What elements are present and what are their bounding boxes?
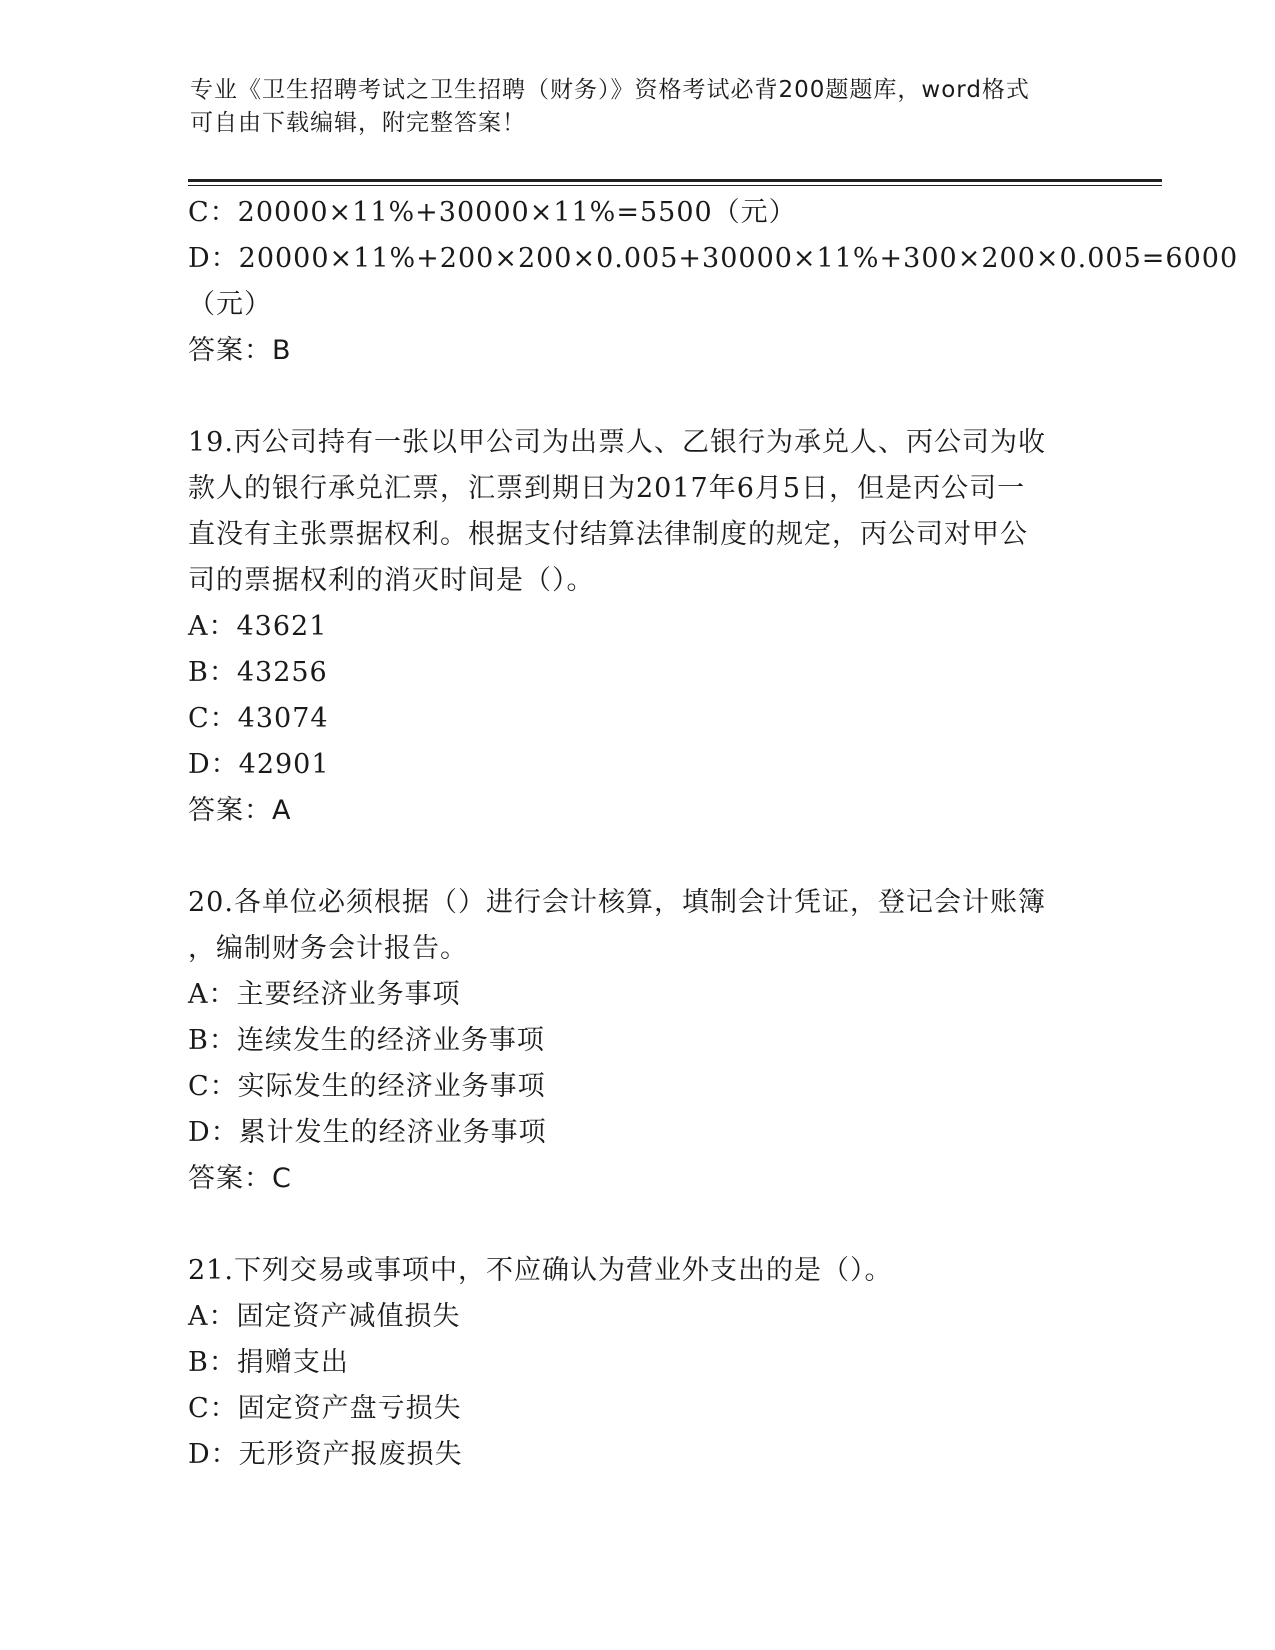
header-divider-thick bbox=[188, 179, 1162, 182]
question-stem: 20.各单位必须根据（）进行会计核算，填制会计凭证，登记会计账簿 bbox=[188, 887, 1046, 918]
option-b: B：捐赠支出 bbox=[188, 1347, 349, 1378]
option-a: A：43621 bbox=[188, 611, 328, 642]
document-header bbox=[190, 74, 1070, 140]
option-b: B：43256 bbox=[188, 657, 328, 688]
question-stem: 21.下列交易或事项中，不应确认为营业外支出的是（）。 bbox=[188, 1255, 893, 1286]
question-21 bbox=[188, 1248, 1088, 1478]
option-c: C：固定资产盘亏损失 bbox=[188, 1393, 462, 1424]
question-stem: 司的票据权利的消灭时间是（）。 bbox=[188, 565, 595, 596]
header-title-line-1: 专业《卫生招聘考试之卫生招聘（财务）》资格考试必背200题题库，word格式 bbox=[190, 77, 1030, 103]
option-d-continued: （元） bbox=[188, 289, 272, 320]
option-b: B：连续发生的经济业务事项 bbox=[188, 1025, 545, 1056]
spacer bbox=[188, 1202, 1088, 1248]
spacer bbox=[188, 374, 1088, 420]
option-d: D：无形资产报废损失 bbox=[188, 1439, 463, 1470]
spacer bbox=[188, 834, 1088, 880]
option-c: C：20000×11%+30000×11%=5500（元） bbox=[188, 197, 797, 228]
option-a: A：主要经济业务事项 bbox=[188, 979, 461, 1010]
question-stem: 款人的银行承兑汇票，汇票到期日为2017年6月5日，但是丙公司一 bbox=[188, 473, 1026, 504]
answer: 答案：A bbox=[188, 795, 292, 826]
option-d: D：20000×11%+200×200×0.005+30000×11%+300×200×0.005=6000 bbox=[188, 243, 1239, 274]
question-stem: ，编制财务会计报告。 bbox=[188, 933, 468, 964]
option-c: C：43074 bbox=[188, 703, 329, 734]
option-c: C：实际发生的经济业务事项 bbox=[188, 1071, 546, 1102]
question-list bbox=[188, 190, 1239, 1478]
question-stem: 19.丙公司持有一张以甲公司为出票人、乙银行为承兑人、丙公司为收 bbox=[188, 427, 1046, 458]
header-title-line-2: 可自由下载编辑，附完整答案！ bbox=[190, 110, 526, 136]
option-d: D：累计发生的经济业务事项 bbox=[188, 1117, 547, 1148]
answer: 答案：C bbox=[188, 1163, 292, 1194]
question-20 bbox=[188, 880, 1088, 1202]
question-stem: 直没有主张票据权利。根据支付结算法律制度的规定，丙公司对甲公 bbox=[188, 519, 1028, 550]
question-18-tail bbox=[188, 190, 1239, 374]
answer: 答案：B bbox=[188, 335, 292, 366]
option-a: A：固定资产减值损失 bbox=[188, 1301, 461, 1332]
header-divider-thin bbox=[188, 185, 1162, 186]
option-d: D：42901 bbox=[188, 749, 330, 780]
question-19 bbox=[188, 420, 1088, 834]
